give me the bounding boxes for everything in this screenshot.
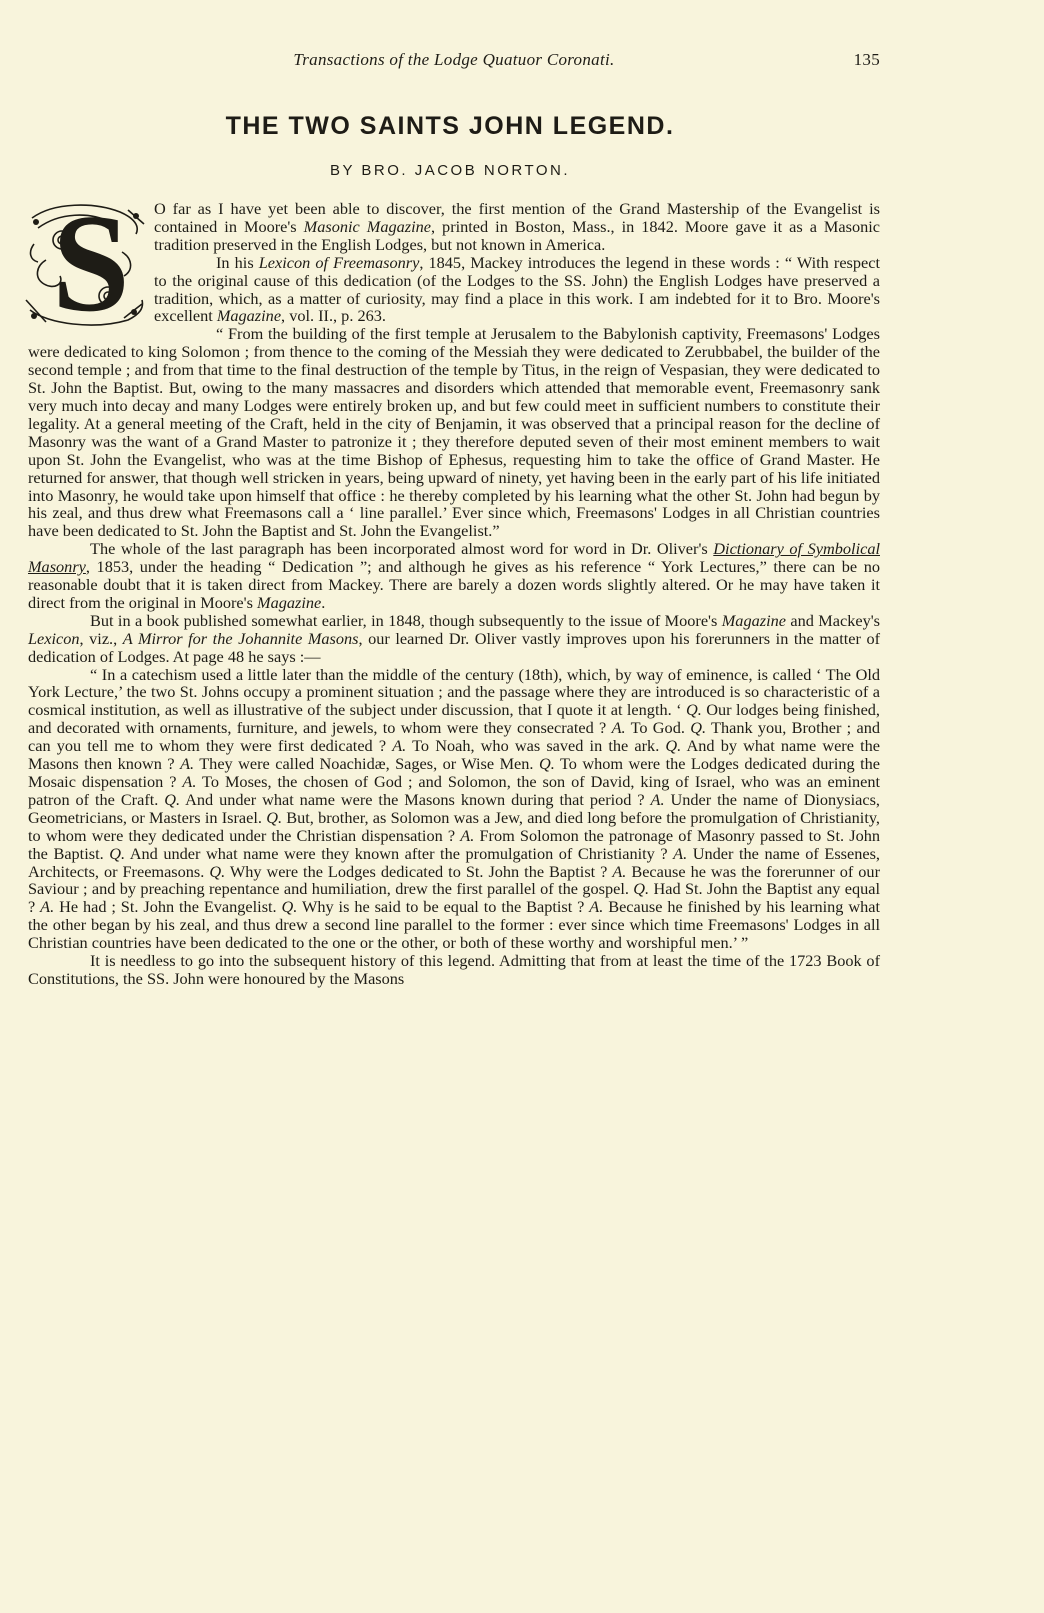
- page-number: 135: [853, 50, 880, 69]
- text-run: Under the name of Dionysiacs, Geometricians, or Masters in Israel.: [28, 789, 880, 827]
- italic-text: Q.: [281, 897, 298, 917]
- article-body: [28, 186, 881, 988]
- text-run: Under the name of Essenes, Architects, or Freemasons.: [28, 843, 881, 881]
- text-run: And under what name were the Masons known during that period ?: [180, 789, 651, 809]
- text-run: Thank you, Brother ; and can you tell me to whom they were first dedicated ?: [28, 718, 880, 756]
- text-run: , printed in Boston, Mass., in 1842. Moore gave it as a Masonic tradition preserved in the English Lodges, but not known in America.: [154, 216, 881, 254]
- paragraph: [28, 254, 880, 326]
- italic-text: Q.: [209, 861, 226, 881]
- text-run: “ In a catechism used a little later than the middle of the century (18th), which, by way of eminence, is called ‘ The Old York Lecture,’ the two St. Johns occupy a prominent situation ; and the passage where they are introduced is so characteristic of a cosmical institution, as well as illustrative of the subject under discussion, that I quote it at length. ‘: [28, 664, 880, 720]
- article-byline: BY BRO. JACOB NORTON.: [329, 162, 571, 179]
- italic-text: A.: [182, 772, 197, 791]
- italic-text: A.: [673, 843, 688, 863]
- italic-text: Q.: [164, 789, 181, 809]
- text-run: To God.: [625, 718, 691, 738]
- drop-cap-letter: S: [52, 186, 130, 341]
- text-run: The whole of the last paragraph has been incorporated almost word for word in Dr. Oliver's: [90, 539, 714, 559]
- running-title: Transactions of the Lodge Quatuor Coronati.: [293, 50, 615, 69]
- text-run: And under what name were they known after the promulgation of Christianity ?: [125, 843, 674, 863]
- text-run: He had ; St. John the Evangelist.: [54, 897, 282, 917]
- text-run: To Moses, the chosen of God ; and Solomon, the son of David, king of Israel, who was an eminent patron of the Craft.: [28, 772, 880, 809]
- text-run: And by what name were the Masons then known ?: [28, 736, 880, 774]
- text-run: , 1853, under the heading “ Dedication ”; and although he gives as his reference “ York Lectures,” there can be no reasonable doubt that it is taken direct from Mackey. There are barely a dozen words slightly altered. Or he may have taken it direct from the original in Moore's: [28, 557, 880, 612]
- text-run: , our learned Dr. Oliver vastly improves upon his forerunners in the matter of dedication of Lodges. At page 48 he says :—: [28, 628, 881, 666]
- running-header: [28, 50, 880, 78]
- italic-text: A.: [612, 861, 627, 881]
- italic-text: Magazine: [721, 610, 786, 630]
- text-run: Because he finished by his learning what the other began by his zeal, and thus drew a second line parallel to the former : ever since which time Freemasons' Lodges in all Christian countries have been dedicated to the one or the other, or both of these worthy and worshipful men.’ ”: [28, 897, 881, 953]
- italic-text: Q.: [109, 843, 126, 863]
- italic-text: Masonic Magazine: [303, 216, 431, 236]
- text-run: To Noah, who was saved in the ark.: [406, 736, 666, 756]
- drop-cap: [24, 186, 146, 341]
- italic-text: Q.: [690, 718, 707, 738]
- paragraph: [28, 540, 880, 612]
- italic-text: Q.: [266, 807, 283, 827]
- text-run: , viz.,: [79, 628, 123, 648]
- italic-text: Q.: [685, 700, 702, 720]
- paragraph: [28, 612, 880, 666]
- text-run: It is needless to go into the subsequent history of this legend. Admitting that from at least the time of the 1723 Book of Constitutions, the SS. John were honoured by the Masons: [28, 951, 880, 988]
- text-run: and Mackey's: [785, 610, 881, 630]
- italic-text: A.: [460, 825, 475, 845]
- italic-text: A.: [611, 718, 626, 738]
- italic-text: Dictionary of Symbolical Masonry: [28, 539, 880, 577]
- italic-text: Magazine: [257, 592, 322, 612]
- article-title: THE TWO SAINTS JOHN LEGEND.: [225, 112, 675, 140]
- paragraph: [28, 200, 880, 254]
- italic-text: A Mirror for the Johannite Masons: [122, 628, 359, 648]
- text-run: Our lodges being finished, and decorated with ornaments, furniture, and jewels, to whom were they consecrated ?: [28, 700, 881, 738]
- text-run: Why were the Lodges dedicated to St. John the Baptist ?: [225, 861, 613, 881]
- italic-text: A.: [180, 754, 195, 774]
- italic-text: Q.: [538, 754, 555, 774]
- italic-text: A.: [589, 897, 604, 917]
- text-run: But in a book published somewhat earlier, in 1848, though subsequently to the issue of Moore's: [90, 610, 722, 630]
- paragraph: [28, 325, 880, 540]
- text-run: , vol. II., p. 263.: [281, 306, 386, 326]
- text-run: To whom were the Lodges dedicated during the Mosaic dispensation ?: [28, 754, 880, 791]
- text-run: , 1845, Mackey introduces the legend in these words : “ With respect to the original cause of this dedication (of the Lodges to the SS. John) the English Lodges have preserved a tradition, which, as a matter of curiosity, may find a place in this work. I am indebted for it to Bro. Moore's excellent: [154, 252, 881, 326]
- text-run: “ From the building of the first temple at Jerusalem to the Babylonish captivity, Freemasons' Lodges were dedicated to king Solomon ; from thence to the coming of the Messiah they were dedicated to Zerubbabel, the builder of the second temple ; and from that time to the final destruction of the temple by Titus, in the reign of Vespasian, they were dedicated to St. John the Baptist. But, owing to the many massacres and disorders which attended that memorable event, Freemasonry sank very much into decay and many Lodges were entirely broken up, and but few could meet in sufficient numbers to constitute their legality. At a general meeting of the Craft, held in the city of Benjamin, it was observed that a principal reason for the decline of Masonry was the want of a Grand Master to patronize it ; they therefore deputed seven of their most eminent members to wait upon St. John the Evangelist, who was at the time Bishop of Ephesus, requesting him to take the office of Grand Master. He returned for answer, that though well stricken in years, being upward of ninety, yet having been in the early part of his life initiated into Masonry, he would take upon himself that office : he thereby completed by his learning what the other St. John had begun by his zeal, and thus drew what Freemasons call a ‘ line parallel.’ Ever since which, Freemasons' Lodges in all Christian countries have been dedicated to St. John the Baptist and St. John the Evangelist.”: [28, 324, 880, 541]
- italic-text: Q.: [633, 879, 650, 899]
- paragraph: [28, 952, 880, 988]
- text-run: But, brother, as Solomon was a Jew, and died long before the promulgation of Christianity, to whom were they dedicated under the Christian dispensation ?: [28, 807, 881, 845]
- italic-text: Q.: [665, 736, 682, 756]
- italic-text: A.: [650, 789, 665, 809]
- text-run: O far as I have yet been able to discover, the first mention of the Grand Mastership of the Evangelist is contained in Moore's: [154, 199, 880, 236]
- paragraph: [28, 666, 880, 953]
- italic-text: Magazine: [216, 306, 282, 326]
- text-run: In his: [216, 252, 259, 272]
- italic-text: Lexicon of Freemasonry: [258, 252, 420, 272]
- text-run: From Solomon the patronage of Masonry passed to St. John the Baptist.: [28, 825, 880, 863]
- text-run: Had St. John the Baptist any equal ?: [28, 879, 881, 917]
- text-run: Why is he said to be equal to the Baptist ?: [297, 897, 590, 917]
- text-run: They were called Noachidæ, Sages, or Wise Men.: [194, 754, 539, 774]
- italic-text: Lexicon: [28, 628, 80, 648]
- italic-text: A.: [392, 736, 407, 756]
- text-run: Because he was the forerunner of our Saviour ; and by preaching repentance and humiliation, drew the first parallel of the gospel.: [28, 861, 880, 899]
- italic-text: A.: [40, 897, 55, 917]
- text-run: .: [321, 592, 326, 612]
